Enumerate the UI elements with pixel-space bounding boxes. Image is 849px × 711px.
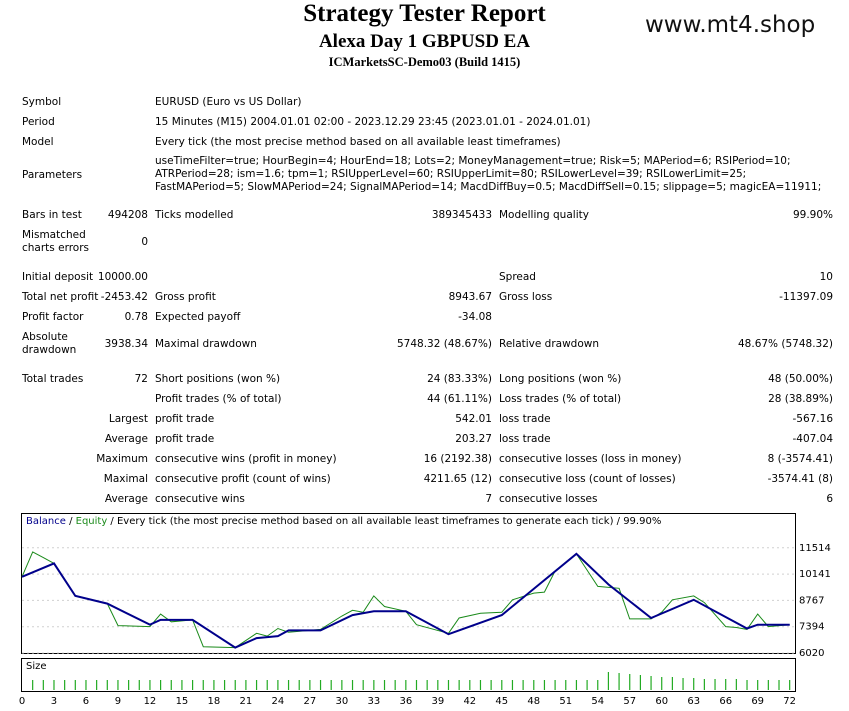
x-tick-label: 45 bbox=[495, 696, 509, 707]
maximum-label: Maximum bbox=[96, 453, 148, 465]
reldd-label: Relative drawdown bbox=[499, 338, 600, 350]
watermark: www.mt4.shop bbox=[645, 12, 816, 38]
netprofit-label: Total net profit bbox=[22, 291, 99, 303]
ltrades-label: Loss trades (% of total) bbox=[499, 393, 622, 405]
trades-value: 72 bbox=[134, 373, 148, 385]
x-tick-label: 63 bbox=[687, 696, 701, 707]
spread-value: 10 bbox=[819, 271, 833, 283]
long-label: Long positions (won %) bbox=[499, 373, 622, 385]
absdd-label: Absolute drawdown bbox=[22, 331, 77, 356]
x-tick-label: 69 bbox=[751, 696, 765, 707]
ea-name: Alexa Day 1 GBPUSD EA bbox=[318, 31, 531, 52]
period-value: 15 Minutes (M15) 2004.01.01 02:00 - 2023.12.29 23:45 (2023.01.01 - 2024.01.01) bbox=[155, 116, 591, 128]
max-consec-wins-label: consecutive wins (profit in money) bbox=[155, 453, 337, 465]
x-tick-label: 48 bbox=[527, 696, 541, 707]
pf-value: 0.78 bbox=[124, 311, 148, 323]
legend-sep: / bbox=[65, 516, 76, 527]
x-tick-label: 21 bbox=[239, 696, 253, 707]
short-value: 24 (83.33%) bbox=[427, 373, 492, 385]
avg-loss-label: loss trade bbox=[499, 433, 551, 445]
max-consec-wins-value: 16 (2192.38) bbox=[423, 453, 492, 465]
maxdd-label: Maximal drawdown bbox=[155, 338, 257, 350]
x-tick-label: 72 bbox=[783, 696, 797, 707]
pf-label: Profit factor bbox=[22, 311, 84, 323]
x-tick-label: 0 bbox=[18, 696, 26, 707]
long-value: 48 (50.00%) bbox=[768, 373, 833, 385]
ltrades-value: 28 (38.89%) bbox=[768, 393, 833, 405]
y-tick-label: 10141 bbox=[799, 569, 831, 581]
x-tick-label: 18 bbox=[207, 696, 221, 707]
y-tick-label: 6020 bbox=[799, 648, 825, 659]
average-label: Average bbox=[104, 433, 148, 445]
x-tick-label: 66 bbox=[719, 696, 733, 707]
x-tick-label: 36 bbox=[399, 696, 413, 707]
bars-value: 494208 bbox=[107, 209, 148, 221]
trades-label: Total trades bbox=[22, 373, 84, 385]
average2-label: Average bbox=[104, 493, 148, 505]
payoff-label: Expected payoff bbox=[155, 311, 241, 323]
balance-equity-chart bbox=[18, 513, 831, 709]
maximal-consec-loss-label: consecutive loss (count of losses) bbox=[499, 473, 676, 485]
symbol-value: EURUSD (Euro vs US Dollar) bbox=[155, 96, 302, 108]
x-tick-label: 24 bbox=[271, 696, 285, 707]
x-tick-label: 6 bbox=[82, 696, 90, 707]
payoff-value: -34.08 bbox=[458, 311, 492, 323]
quality-label: Modelling quality bbox=[499, 209, 589, 221]
maximal-consec-loss-value: -3574.41 (8) bbox=[767, 473, 833, 485]
chart-legend bbox=[26, 516, 661, 527]
x-tick-label: 57 bbox=[623, 696, 637, 707]
model-label: Model bbox=[22, 136, 54, 148]
avg-consec-losses-label: consecutive losses bbox=[499, 493, 598, 505]
y-axis-ticks bbox=[799, 543, 831, 659]
x-tick-label: 3 bbox=[50, 696, 58, 707]
x-tick-label: 42 bbox=[463, 696, 477, 707]
short-label: Short positions (won %) bbox=[155, 373, 281, 385]
x-axis-ticks bbox=[19, 696, 796, 707]
maximal-consec-profit-label: consecutive profit (count of wins) bbox=[155, 473, 331, 485]
y-tick-label: 11514 bbox=[799, 542, 831, 554]
symbol-label: Symbol bbox=[22, 96, 62, 108]
size-label: Size bbox=[26, 661, 47, 672]
mismatch-value: 0 bbox=[141, 236, 148, 248]
spread-label: Spread bbox=[499, 271, 536, 283]
x-tick-label: 30 bbox=[335, 696, 349, 707]
period-label: Period bbox=[22, 116, 55, 128]
x-tick-label: 60 bbox=[655, 696, 669, 707]
avg-consec-losses-value: 6 bbox=[826, 493, 833, 505]
x-tick-label: 51 bbox=[559, 696, 573, 707]
server-build: ICMarketsSC-Demo03 (Build 1415) bbox=[328, 55, 521, 69]
netprofit-value: -2453.42 bbox=[100, 291, 148, 303]
mismatch-label: Mismatched charts errors bbox=[22, 229, 89, 254]
largest-profit-value: 542.01 bbox=[455, 413, 492, 425]
avg-consec-wins-value: 7 bbox=[485, 493, 492, 505]
max-consec-losses-label: consecutive losses (loss in money) bbox=[499, 453, 682, 465]
quality-value: 99.90% bbox=[792, 209, 833, 221]
avg-loss-value: -407.04 bbox=[792, 433, 833, 445]
deposit-label: Initial deposit bbox=[22, 271, 94, 283]
largest-label: Largest bbox=[108, 413, 148, 425]
maximal-consec-profit-value: 4211.65 (12) bbox=[423, 473, 492, 485]
reldd-value: 48.67% (5748.32) bbox=[738, 338, 833, 350]
x-tick-label: 33 bbox=[367, 696, 381, 707]
maximal-label: Maximal bbox=[103, 473, 148, 485]
size-panel-frame bbox=[22, 659, 796, 692]
legend-desc: / Every tick (the most precise method based on all available least timeframes to generate each tick) / 99.90% bbox=[107, 516, 662, 527]
grossprofit-value: 8943.67 bbox=[448, 291, 492, 303]
x-tick-label: 54 bbox=[591, 696, 605, 707]
max-consec-losses-value: 8 (-3574.41) bbox=[767, 453, 833, 465]
x-tick-label: 15 bbox=[175, 696, 189, 707]
largest-profit-label: profit trade bbox=[155, 413, 215, 425]
avg-profit-label: profit trade bbox=[155, 433, 215, 445]
ticks-label: Ticks modelled bbox=[155, 209, 234, 221]
absdd-value: 3938.34 bbox=[104, 338, 148, 350]
maxdd-value: 5748.32 (48.67%) bbox=[397, 338, 492, 350]
y-tick-label: 8767 bbox=[799, 595, 825, 607]
deposit-value: 10000.00 bbox=[97, 271, 148, 283]
parameters-label: Parameters bbox=[22, 169, 83, 181]
bars-label: Bars in test bbox=[22, 209, 82, 221]
report-title: Strategy Tester Report bbox=[303, 0, 546, 27]
parameters-value: useTimeFilter=true; HourBegin=4; HourEnd=18; Lots=2; MoneyManagement=true; Risk=5; MAPeriod=6; RSIPeriod=10; ATRPeriod=28; ism=1.6; tpm=1; RSIUpperLevel=60; RSIUpperLimit=80; RSILowerLevel=39; RSILowerLimit=25; FastMAPeriod=5; SlowMAPeriod=24; SignalMAPeriod=14; MacdDiffBuy=0.5; MacdDiffSell=0.15; slippage=5; magicEA=11911; bbox=[155, 155, 822, 193]
largest-loss-label: loss trade bbox=[499, 413, 551, 425]
avg-consec-wins-label: consecutive wins bbox=[155, 493, 245, 505]
model-value: Every tick (the most precise method based on all available least timeframes) bbox=[155, 136, 561, 148]
avg-profit-value: 203.27 bbox=[455, 433, 492, 445]
ptrades-label: Profit trades (% of total) bbox=[155, 393, 282, 405]
x-tick-label: 9 bbox=[114, 696, 122, 707]
grossloss-value: -11397.09 bbox=[779, 291, 833, 303]
grossprofit-label: Gross profit bbox=[155, 291, 216, 303]
y-tick-label: 7394 bbox=[799, 621, 825, 633]
largest-loss-value: -567.16 bbox=[792, 413, 833, 425]
x-tick-label: 27 bbox=[303, 696, 317, 707]
x-tick-label: 12 bbox=[143, 696, 157, 707]
legend-balance: Balance bbox=[26, 516, 66, 527]
ptrades-value: 44 (61.11%) bbox=[427, 393, 492, 405]
ticks-value: 389345433 bbox=[431, 209, 492, 221]
main-plot-frame bbox=[22, 514, 796, 654]
x-tick-label: 39 bbox=[431, 696, 445, 707]
grossloss-label: Gross loss bbox=[499, 291, 553, 303]
legend-equity: Equity bbox=[75, 516, 108, 527]
